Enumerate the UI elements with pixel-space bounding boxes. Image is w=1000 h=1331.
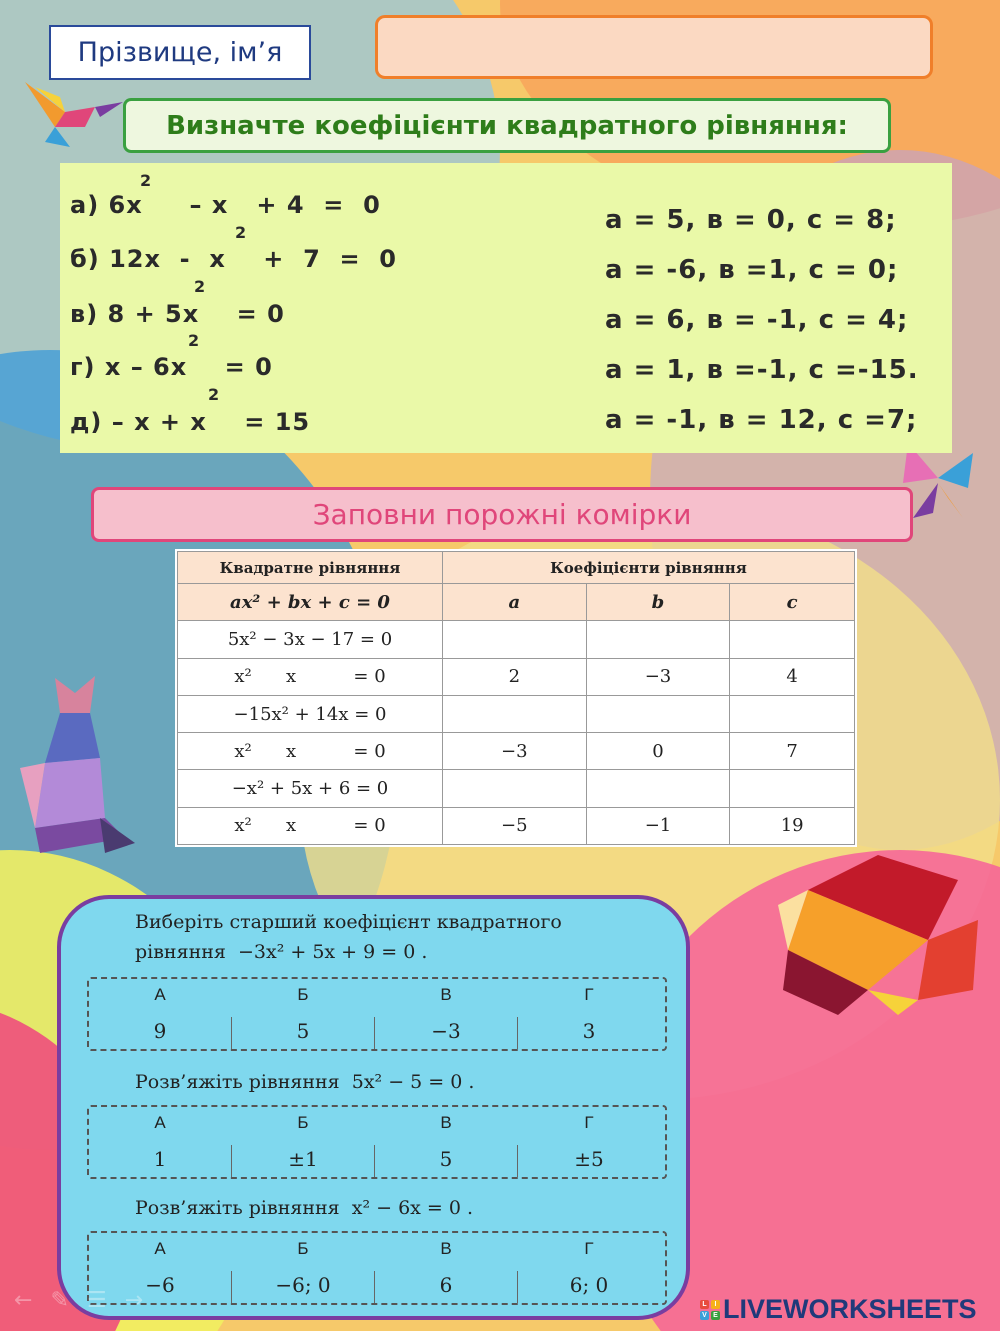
- table-row: [178, 733, 855, 770]
- cell-b: −3: [586, 658, 730, 695]
- table-row: [178, 770, 855, 807]
- hummingbird-illustration: [15, 72, 125, 152]
- option-letter: Б: [297, 985, 309, 1004]
- cell-b: 0: [586, 733, 730, 770]
- equation-b[interactable]: б) 12x - x + 7 = 0: [70, 245, 397, 273]
- col-equation-header: Квадратне рівняння: [178, 552, 443, 584]
- answer-option[interactable]: а = -6, в =1, с = 0;: [605, 255, 899, 285]
- question-1-line1: Виберіть старший коефіцієнт квадратного: [135, 911, 562, 933]
- equation-d-exponent: 2: [188, 331, 200, 350]
- table-row: [178, 807, 855, 844]
- answer-option[interactable]: а = 5, в = 0, с = 8;: [605, 205, 897, 235]
- table-row: [178, 695, 855, 732]
- name-label: Прізвище, ім’я: [49, 25, 311, 80]
- cell-b: −1: [586, 807, 730, 844]
- coef-label-b: b: [586, 584, 730, 621]
- cell-b[interactable]: [586, 621, 730, 658]
- cell-a[interactable]: [443, 695, 587, 732]
- equation-d[interactable]: г) x – 6x = 0: [70, 353, 273, 381]
- option-letter: Г: [584, 1239, 594, 1258]
- task2-title: Заповни порожні комірки: [91, 487, 913, 542]
- arrow-right-icon[interactable]: →: [124, 1288, 144, 1313]
- task1-title: Визначте коефіцієнти квадратного рівняння:: [123, 98, 891, 153]
- cell-a[interactable]: [443, 770, 587, 807]
- row-equation[interactable]: x² x = 0: [178, 658, 443, 695]
- cell-a: 2: [443, 658, 587, 695]
- option-value: 1: [153, 1147, 167, 1171]
- option-value: ±1: [288, 1147, 318, 1171]
- coef-label-a: a: [443, 584, 587, 621]
- cell-c: 7: [730, 733, 855, 770]
- cell-b[interactable]: [586, 770, 730, 807]
- lion-illustration: [778, 850, 988, 1015]
- row-equation: −15x² + 14x = 0: [178, 695, 443, 732]
- cell-c[interactable]: [730, 770, 855, 807]
- name-input[interactable]: [375, 15, 933, 79]
- equations-panel: [60, 163, 952, 453]
- question-2-options: [87, 1105, 667, 1179]
- table-row: [178, 621, 855, 658]
- row-equation: 5x² − 3x − 17 = 0: [178, 621, 443, 658]
- option-value: −6; 0: [275, 1273, 331, 1297]
- question-1-options: [87, 977, 667, 1051]
- option-value: −3: [431, 1019, 461, 1043]
- option-letter: Г: [584, 1113, 594, 1132]
- coef-label-c: c: [730, 584, 855, 621]
- liveworksheets-brand[interactable]: [700, 1294, 977, 1325]
- row-equation: −x² + 5x + 6 = 0: [178, 770, 443, 807]
- equation-a-exponent: 2: [140, 171, 152, 190]
- option-value: 3: [582, 1019, 596, 1043]
- cell-c[interactable]: [730, 621, 855, 658]
- option-letter: Г: [584, 985, 594, 1004]
- equation-e[interactable]: д) – x + x = 15: [70, 408, 311, 436]
- row-equation[interactable]: x² x = 0: [178, 807, 443, 844]
- cat-illustration: [15, 668, 140, 858]
- col-coefs-header: Коефіцієнти рівняння: [443, 552, 855, 584]
- option-value: −6: [145, 1273, 175, 1297]
- option-letter: А: [154, 985, 166, 1004]
- arrow-left-icon[interactable]: ←: [14, 1288, 33, 1313]
- equation-c[interactable]: в) 8 + 5x = 0: [70, 300, 285, 328]
- option-letter: В: [440, 985, 452, 1004]
- pencil-icon[interactable]: ✎: [50, 1288, 69, 1313]
- cell-c: 4: [730, 658, 855, 695]
- menu-icon[interactable]: ☰: [86, 1288, 107, 1313]
- question-1-line2: рівняння −3x² + 5x + 9 = 0 .: [135, 941, 428, 963]
- option-value: 5: [439, 1147, 453, 1171]
- option-value: 5: [296, 1019, 310, 1043]
- cell-a: −5: [443, 807, 587, 844]
- cell-b[interactable]: [586, 695, 730, 732]
- option-value: 6: [439, 1273, 453, 1297]
- answer-option[interactable]: а = -1, в = 12, с =7;: [605, 405, 918, 435]
- option-letter: Б: [297, 1239, 309, 1258]
- cell-a: −3: [443, 733, 587, 770]
- equation-e-exponent: 2: [208, 385, 220, 404]
- option-letter: А: [154, 1239, 166, 1258]
- coefficients-table: [175, 549, 857, 847]
- option-letter: А: [154, 1113, 166, 1132]
- equation-a[interactable]: а) 6x – x + 4 = 0: [70, 191, 381, 219]
- page-nav: [14, 1288, 143, 1313]
- question-3-options: [87, 1231, 667, 1305]
- answer-option[interactable]: а = 1, в =-1, с =-15.: [605, 355, 919, 385]
- answer-option[interactable]: а = 6, в = -1, с = 4;: [605, 305, 909, 335]
- general-form: ax² + bx + c = 0: [178, 584, 443, 621]
- cell-a[interactable]: [443, 621, 587, 658]
- question-2-text: Розв’яжіть рівняння 5x² − 5 = 0 .: [135, 1071, 475, 1093]
- option-letter: В: [440, 1113, 452, 1132]
- equation-c-exponent: 2: [194, 277, 206, 296]
- option-letter: В: [440, 1239, 452, 1258]
- brand-name: LIVEWORKSHEETS: [723, 1294, 977, 1324]
- liveworksheets-logo-icon: L I V E: [700, 1300, 720, 1320]
- row-equation[interactable]: x² x = 0: [178, 733, 443, 770]
- option-value: 9: [153, 1019, 167, 1043]
- cell-c[interactable]: [730, 695, 855, 732]
- quiz-panel: [57, 895, 690, 1320]
- question-3-text: Розв’яжіть рівняння x² − 6x = 0 .: [135, 1197, 474, 1219]
- table-row: [178, 658, 855, 695]
- option-value: 6; 0: [569, 1273, 609, 1297]
- option-letter: Б: [297, 1113, 309, 1132]
- cell-c: 19: [730, 807, 855, 844]
- equation-b-exponent: 2: [235, 223, 247, 242]
- option-value: ±5: [574, 1147, 604, 1171]
